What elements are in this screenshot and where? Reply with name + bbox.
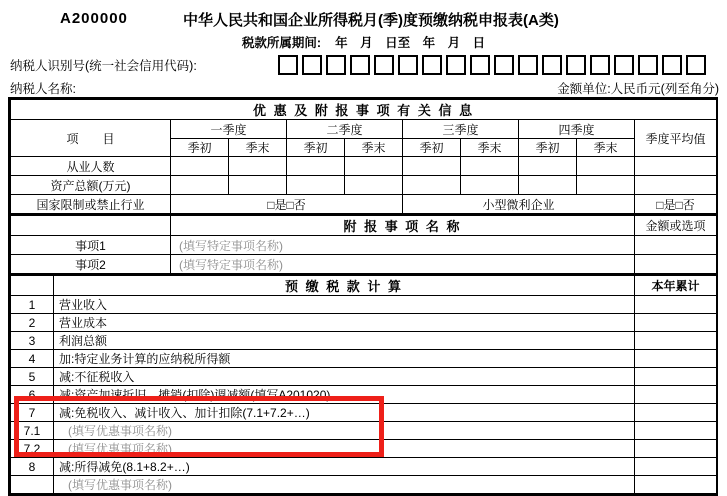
row-number-cell: 4 <box>11 350 54 368</box>
input-cell[interactable] <box>635 176 717 195</box>
col-header-quarter-start: 季初 <box>171 139 229 157</box>
input-cell[interactable] <box>635 332 717 350</box>
id-box[interactable] <box>614 55 634 75</box>
small-micro-enterprise-label: 小型微利企业 <box>403 195 635 214</box>
taxpayer-name-line <box>10 79 719 97</box>
annex-table <box>10 214 717 274</box>
table-row <box>11 368 717 386</box>
input-cell[interactable] <box>635 350 717 368</box>
id-box[interactable] <box>494 55 514 75</box>
form-table <box>8 97 718 496</box>
col-header-quarter-end: 季末 <box>345 139 403 157</box>
input-cell[interactable] <box>345 176 403 195</box>
id-box[interactable] <box>590 55 610 75</box>
id-box[interactable] <box>662 55 682 75</box>
calc-section-title: 预 缴 税 款 计 算 <box>54 275 635 296</box>
row-placeholder-cell[interactable]: (填写优惠事项名称) <box>54 440 635 458</box>
row-number-cell: 7 <box>11 404 54 422</box>
input-cell[interactable] <box>403 176 461 195</box>
row-label-cell: 营业收入 <box>54 296 635 314</box>
page-title: 中华人民共和国企业所得税月(季)度预缴纳税申报表(A类) <box>183 12 559 29</box>
row-number-cell: 8 <box>11 458 54 476</box>
input-cell[interactable] <box>635 296 717 314</box>
tax-period-line <box>0 33 727 51</box>
id-box[interactable] <box>398 55 418 75</box>
row-label-employees: 从业人数 <box>11 157 171 176</box>
input-cell[interactable] <box>519 157 577 176</box>
row-label-cell: 营业成本 <box>54 314 635 332</box>
col-header-q3: 三季度 <box>403 120 519 139</box>
row-number-cell: 7.1 <box>11 422 54 440</box>
id-box[interactable] <box>302 55 322 75</box>
input-cell[interactable] <box>229 176 287 195</box>
input-cell[interactable] <box>287 157 345 176</box>
row-number-cell: 1 <box>11 296 54 314</box>
row-number-cell <box>11 476 54 494</box>
id-box[interactable] <box>350 55 370 75</box>
col-header-q2: 二季度 <box>287 120 403 139</box>
id-box[interactable] <box>278 55 298 75</box>
col-header-quarter-end: 季末 <box>229 139 287 157</box>
input-cell[interactable] <box>229 157 287 176</box>
row-label-cell: 利润总额 <box>54 332 635 350</box>
annex-item-placeholder[interactable]: (填写特定事项名称) <box>171 255 635 274</box>
row-number-cell: 2 <box>11 314 54 332</box>
col-header-q1: 一季度 <box>171 120 287 139</box>
input-cell[interactable] <box>635 386 717 404</box>
table-row-highlighted <box>11 404 717 422</box>
tax-period-fields[interactable]: 年 月 日至 年 月 日 <box>335 36 486 50</box>
row-placeholder-cell[interactable]: (填写优惠事项名称) <box>54 422 635 440</box>
row-label-restricted-industry: 国家限制或禁止行业 <box>11 195 171 214</box>
table-row <box>11 458 717 476</box>
col-header-ytd: 本年累计 <box>635 275 717 296</box>
col-header-quarter-average: 季度平均值 <box>635 120 717 157</box>
row-number-cell: 3 <box>11 332 54 350</box>
input-cell[interactable] <box>635 255 717 274</box>
annex-item-label: 事项2 <box>11 255 171 274</box>
col-header-quarter-start: 季初 <box>287 139 345 157</box>
table-row <box>11 386 717 404</box>
taxpayer-id-line <box>10 53 719 77</box>
input-cell[interactable] <box>635 236 717 255</box>
col-header-q4: 四季度 <box>519 120 635 139</box>
input-cell[interactable] <box>635 458 717 476</box>
input-cell[interactable] <box>287 176 345 195</box>
id-box[interactable] <box>518 55 538 75</box>
id-box[interactable] <box>374 55 394 75</box>
input-cell[interactable] <box>635 314 717 332</box>
input-cell[interactable] <box>635 440 717 458</box>
input-cell[interactable] <box>635 404 717 422</box>
input-cell[interactable] <box>403 157 461 176</box>
id-box[interactable] <box>422 55 442 75</box>
calc-empty-cell <box>11 275 54 296</box>
row-number-cell: 7.2 <box>11 440 54 458</box>
col-header-quarter-end: 季末 <box>577 139 635 157</box>
row-label-total-assets: 资产总额(万元) <box>11 176 171 195</box>
id-box[interactable] <box>326 55 346 75</box>
id-box[interactable] <box>542 55 562 75</box>
input-cell[interactable] <box>635 368 717 386</box>
calc-table <box>10 274 717 494</box>
id-box[interactable] <box>638 55 658 75</box>
row-number-cell: 6 <box>11 386 54 404</box>
form-code: A200000 <box>60 10 128 27</box>
annex-item-placeholder[interactable]: (填写特定事项名称) <box>171 236 635 255</box>
tax-period-label: 税款所属期间: <box>241 36 322 50</box>
input-cell[interactable] <box>635 157 717 176</box>
table-row <box>11 332 717 350</box>
col-header-amount-option: 金额或选项 <box>635 215 717 236</box>
unit-note: 金额单位:人民币元(列至角分) <box>557 82 719 96</box>
input-cell[interactable] <box>461 176 519 195</box>
row-label-cell: 减:资产加速折旧、摊销(扣除)调减额(填写A201020) <box>54 386 635 404</box>
input-cell[interactable] <box>345 157 403 176</box>
id-box[interactable] <box>446 55 466 75</box>
input-cell[interactable] <box>171 176 229 195</box>
id-box[interactable] <box>566 55 586 75</box>
input-cell[interactable] <box>635 422 717 440</box>
table-row-highlighted <box>11 440 717 458</box>
info-table <box>10 99 717 214</box>
annex-item-label: 事项1 <box>11 236 171 255</box>
table-row <box>11 476 717 494</box>
col-header-quarter-end: 季末 <box>461 139 519 157</box>
info-section-title: 优 惠 及 附 报 事 项 有 关 信 息 <box>11 100 717 120</box>
restricted-industry-yesno-checkbox[interactable]: □是□否 <box>171 195 403 214</box>
col-header-item: 项 目 <box>11 120 171 157</box>
col-header-quarter-start: 季初 <box>403 139 461 157</box>
table-row <box>11 314 717 332</box>
taxpayer-name-label[interactable]: 纳税人名称: <box>10 82 76 96</box>
taxpayer-id-label: 纳税人识别号(统一社会信用代码): <box>10 59 197 73</box>
small-micro-enterprise-yesno-checkbox[interactable]: □是□否 <box>635 195 717 214</box>
table-row <box>11 296 717 314</box>
row-number-cell: 5 <box>11 368 54 386</box>
input-cell[interactable] <box>171 157 229 176</box>
row-label-cell: 减:不征税收入 <box>54 368 635 386</box>
row-label-cell: 加:特定业务计算的应纳税所得额 <box>54 350 635 368</box>
input-cell[interactable] <box>635 476 717 494</box>
id-box[interactable] <box>686 55 706 75</box>
row-label-cell: 减:所得减免(8.1+8.2+…) <box>54 458 635 476</box>
id-box[interactable] <box>470 55 490 75</box>
table-row <box>11 350 717 368</box>
row-placeholder-cell[interactable]: (填写优惠事项名称) <box>54 476 635 494</box>
row-label-cell: 减:免税收入、减计收入、加计扣除(7.1+7.2+…) <box>54 404 635 422</box>
input-cell[interactable] <box>461 157 519 176</box>
taxpayer-id-boxes <box>278 55 706 75</box>
col-header-quarter-start: 季初 <box>519 139 577 157</box>
input-cell[interactable] <box>519 176 577 195</box>
input-cell[interactable] <box>577 176 635 195</box>
form-header <box>0 9 727 29</box>
annex-empty-cell <box>11 215 171 236</box>
annex-section-title: 附 报 事 项 名 称 <box>171 215 635 236</box>
table-row-highlighted <box>11 422 717 440</box>
input-cell[interactable] <box>577 157 635 176</box>
